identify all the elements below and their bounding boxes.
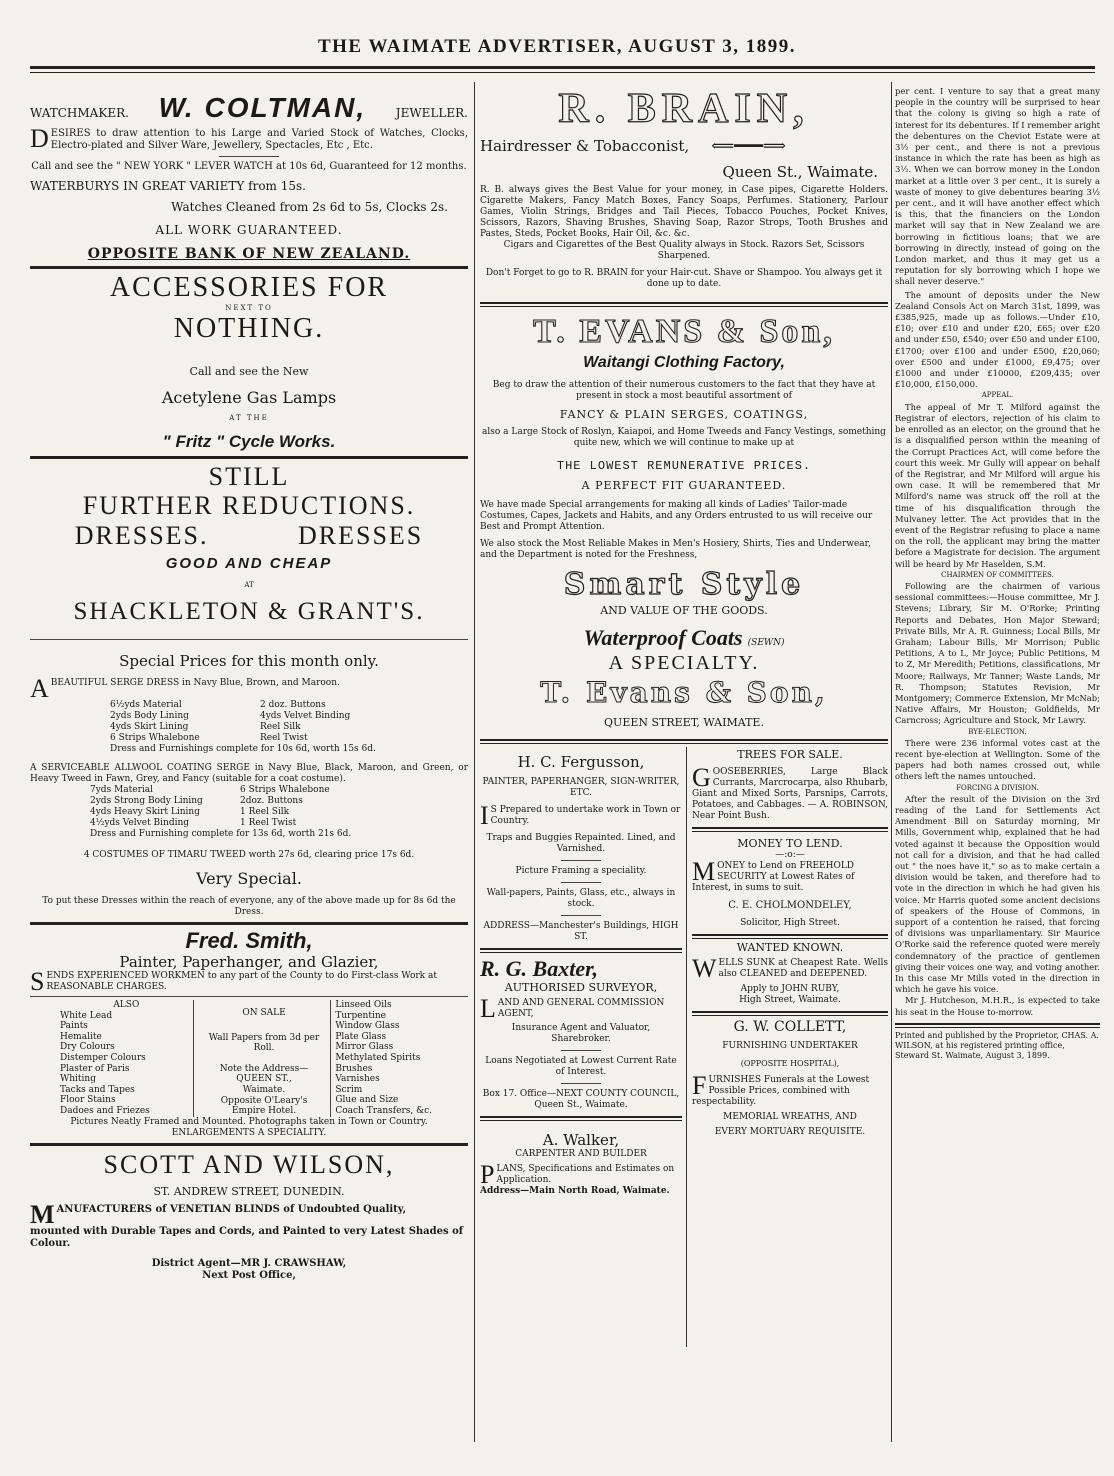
smith-item: Wall Papers from 3d per Roll. xyxy=(208,1032,320,1054)
dress1-item: Reel Twist xyxy=(260,733,308,743)
money-dropcap: M xyxy=(692,857,716,886)
smith-item: Turpentine xyxy=(335,1010,386,1021)
smith-item: Tacks and Tapes xyxy=(60,1084,135,1095)
divider xyxy=(561,1083,601,1084)
news-paragraph: There were 236 informal votes cast at the recent bye-election at Wellington. Some of the papers had both names crossed out, while others left the names untouched. xyxy=(895,737,1100,782)
shackleton-ad xyxy=(30,463,468,918)
scott-name: SCOTT AND WILSON, xyxy=(103,1149,395,1179)
smith-ad xyxy=(30,929,468,1139)
smith-item: Hemalite xyxy=(60,1031,102,1042)
evans-factory: Waitangi Clothing Factory, xyxy=(583,354,785,371)
smith-item: Coach Transfers, &c. xyxy=(335,1105,433,1116)
masthead: THE WAIMATE ADVERTISER, AUGUST 3, 1899. xyxy=(317,36,797,57)
dress1-item: 6½yds Material xyxy=(110,700,182,710)
smith-item: Waimate. xyxy=(242,1084,286,1095)
smith-item: Mirror Glass xyxy=(335,1042,394,1053)
baxter-land: AND AND GENERAL COMMISSION AGENT, xyxy=(497,998,665,1019)
dress2-item: 6 Strips Whalebone xyxy=(240,785,330,795)
news-paragraph: per cent. I venture to say that a great many people in the country will be surprised to hear that the colony is giving so high a rate of interest for its debentures. If I remember aright the debentures on the Cheviot Estate were at 3½ per cent., and there is not a previous instance in which the rate has been as high as 3½. When we can borrow money in the London market at a little over 3 per cent., it is surely a waste of money to give debentures bearing 3½ per cent., and it will have another effect which is this, that the financiers on the London market will say that in New Zealand we are borrowing in fictitious loans; that we are borrowing in directly, instead of going on the London market, and thus it may get us a reputation for sly borrowing which I hope we shall never deserve." xyxy=(895,86,1100,287)
fergusson-dropcap: I xyxy=(480,801,489,830)
evans-street: QUEEN STREET, WAIMATE. xyxy=(604,716,764,729)
divider xyxy=(692,827,888,832)
accessories-line1: ACCESSORIES FOR xyxy=(109,272,389,303)
evans-waterproof: Waterproof Coats xyxy=(583,625,743,650)
collett-body: URNISHES Funerals at the Lowest Possible Prices, combined with respectability. xyxy=(692,1075,870,1107)
collett-dropcap: F xyxy=(692,1071,707,1100)
bottom-ads-left xyxy=(480,747,682,1197)
smith-item: ALSO xyxy=(113,1000,140,1010)
dress2-desc: A SERVICEABLE ALLWOOL COATING SERGE in Navy Blue, Black, Maroon, and Green, or Heavy Tweed in Fawn, Grey, and Fancy (suitable for a coat costume). xyxy=(30,763,468,784)
masthead-rule-thin xyxy=(30,72,1095,73)
smith-item: Opposite O'Leary's xyxy=(220,1095,308,1106)
evans-lowest: THE LOWEST REMUNERATIVE PRICES. xyxy=(556,459,812,473)
divider xyxy=(30,639,468,640)
dress2-items xyxy=(90,785,468,829)
dress1-item: 2 doz. Buttons xyxy=(260,700,326,710)
trees-title: TREES FOR SALE. xyxy=(737,748,843,761)
walker-address: Address—Main North Road, Waimate. xyxy=(480,1186,670,1196)
divider xyxy=(480,739,888,744)
dress2-item: 2yds Strong Body Lining xyxy=(90,796,203,806)
smith-item: QUEEN ST., xyxy=(236,1074,292,1085)
scott-agent: District Agent—MR J. CRAWSHAW, xyxy=(151,1257,347,1269)
dress1-item: 4yds Velvet Binding xyxy=(260,711,351,721)
news-heading: FORCING A DIVISION. xyxy=(956,783,1039,792)
dress2-item: 4½yds Velvet Binding xyxy=(90,818,190,828)
dress2-item: 1 Reel Silk xyxy=(240,807,290,817)
evans-value: AND VALUE OF THE GOODS. xyxy=(600,604,768,617)
dress1-total: Dress and Furnishings complete for 10s 6d, worth 15s 6d. xyxy=(110,744,376,754)
dress1-item: 2yds Body Lining xyxy=(110,711,189,721)
trees-ad xyxy=(692,749,888,822)
fergusson-address: ADDRESS—Manchester's Buildings, HIGH ST. xyxy=(483,921,679,942)
money-title: MONEY TO LEND. xyxy=(737,837,843,850)
smith-trade: Painter, Paperhanger, and Glazier, xyxy=(119,953,379,971)
flourish-icon: ⟸━━━⟹ xyxy=(711,136,786,155)
evans-also: also a Large Stock of Roslyn, Kaiapoi, and Home Tweeds and Fancy Vestings, something quite new, which we will continue to make up at xyxy=(482,427,886,448)
evans-special: We have made Special arrangements for making all kinds of Ladies' Tailor-made Costumes, Capes, Jackets and Habits, and any Orders entrusted to us will receive our Best and Prompt Attention. xyxy=(480,500,873,532)
smith-item: Glue and Size xyxy=(335,1095,399,1106)
fergusson-ad xyxy=(480,753,682,943)
evans-fancy: FANCY & PLAIN SERGES, COATINGS, xyxy=(559,408,809,421)
column-divider-1 xyxy=(474,82,475,1442)
divider xyxy=(30,456,468,459)
scott-ad xyxy=(30,1150,468,1282)
dress1-item: 4yds Skirt Lining xyxy=(110,722,189,732)
news-heading: APPEAL. xyxy=(981,391,1014,400)
dress1-desc: BEAUTIFUL SERGE DRESS in Navy Blue, Brown, and Maroon. xyxy=(50,678,340,688)
divider xyxy=(480,948,682,953)
shackleton-name: SHACKLETON & GRANT'S. xyxy=(73,598,425,625)
wanted-dropcap: W xyxy=(692,954,717,983)
shackleton-dresses-2: DRESSES xyxy=(297,521,424,550)
smith-sends: ENDS EXPERIENCED WORKMEN to any part of the County to do First-class Work at REASONABLE CHARGES. xyxy=(46,971,437,992)
shackleton-costumes: 4 COSTUMES OF TIMARU TWEED worth 27s 6d, clearing price 17s 6d. xyxy=(83,850,415,860)
brain-forget: Don't Forget to go to R. BRAIN for your Hair-cut. Shave or Shampoo. You always get it done up to date. xyxy=(485,268,883,289)
trees-dropcap: G xyxy=(692,763,711,792)
accessories-at-the: AT THE xyxy=(229,414,269,422)
divider xyxy=(30,1143,468,1146)
dress2-item: 2doz. Buttons xyxy=(240,796,303,806)
baxter-ins: Insurance Agent and Valuator, xyxy=(511,1023,651,1033)
smith-dropcap: S xyxy=(30,967,45,996)
coltman-ad xyxy=(30,92,468,262)
divider xyxy=(692,1011,888,1016)
news-paragraph: The appeal of Mr T. Milford against the Registrar of electors, rejection of his claim to be enrolled as an elector, on the ground that he is a disqualified person within the meaning of the Corrupt Practices Act, will come before the court this week. Mr Gully will appear on behalf of the Registrar, and Mr Milford will argue his own case. It will be remembered that Mr Milford's name was struck off the roll at the time of his disqualification through the Mulvaney letter. The Act provides that in the event of the Registrar refusing to place a name on the roll, the applicant may bring the matter before a Magistrate for decision. The argument will be heard by Mr Haselden, S.M. xyxy=(895,401,1100,569)
column-3 xyxy=(895,86,1100,1426)
news-paragraph: Following are the chairmen of various sessional committees:—House committee, Mr J. Stevens; Library, Sir M. O'Rorke; Printing Reports and Debates, Hon Major Steward; Private Bills, Mr A. R. Guinness; Local Bills, Mr Graham; Labour Bills, Mr Morrison; Public Petitions, A to L, Mr Joyce; Public Petitions, M to Z, Mr Meredith; Petitions, classifications, Mr Moore; Railways, Mr Tanner; Waste Lands, Mr R. Thompson; Statutes Revision, Mr Montgomery; Commerce Extension, Mr McNab; Native Affairs, Mr Houston; Goldfields, Mr Carncross; Agriculture and Stock, Mr Lawry. xyxy=(895,580,1100,726)
collett-ad xyxy=(692,1019,888,1138)
collett-memorial: MEMORIAL WREATHS, AND xyxy=(723,1112,857,1122)
news-paragraph: After the result of the Division on the 3rd reading of the Land for Settlements Act Amendment Bill on Saturday morning, Mr Mills, Government whip, explained that he had voted against it because the Opposition would not call for a division, and that he had called out " the noes have it," so as to make certain a division would be taken, and therefore had to vote in the direction in which he had given his voice. Mr Harris quoted some ancient decisions of speakers of the House of Commons, in support of a contention he raised, that forcing of divisions was unparliamentary. Sir Maurice O'Rorke said the reference quoted were merely condemnatory of the practice of gentlemen giving their voices one way, and voting another. In this case Mr Mills voted in the direction in which he gave his voice. xyxy=(895,793,1100,995)
coltman-waterburys: WATERBURYS IN GREAT VARIETY from 15s. xyxy=(30,179,306,193)
divider xyxy=(219,156,279,157)
smith-item: Floor Stains xyxy=(60,1095,116,1106)
divider xyxy=(561,882,601,883)
brain-street: Queen St., Waimate. xyxy=(722,163,878,181)
wanted-ad xyxy=(692,942,888,1006)
baxter-title: AUTHORISED SURVEYOR, xyxy=(504,981,658,994)
fergusson-traps: Traps and Buggies Repainted. Lined, and Varnished. xyxy=(486,833,676,854)
coltman-call: Call and see the " NEW YORK " LEVER WATCH at 10s 6d, Guaranteed for 12 months. xyxy=(31,161,467,172)
column-1 xyxy=(30,86,468,1426)
smith-item: Linseed Oils xyxy=(335,1000,392,1010)
smith-enlarge: ENLARGEMENTS A SPECIALITY. xyxy=(171,1127,327,1138)
shackleton-good: GOOD AND CHEAP xyxy=(165,555,333,572)
smith-item: Methylated Spirits xyxy=(335,1052,421,1063)
money-sep: —:o:— xyxy=(775,850,805,860)
dress2-item: 4yds Heavy Skirt Lining xyxy=(90,807,200,817)
accessories-ad xyxy=(30,273,468,452)
smith-goods xyxy=(30,1000,468,1117)
news-paragraph: Mr J. Hutcheson, M.H.R., is expected to take his seat in the House to-morrow. xyxy=(895,995,1100,1017)
brain-trade: Hairdresser & Tobacconist, xyxy=(480,136,690,155)
bottom-ads xyxy=(480,747,888,1347)
baxter-loans: Loans Negotiated at Lowest Current Rate of Interest. xyxy=(485,1056,677,1077)
divider xyxy=(895,1023,1100,1028)
dress1-items xyxy=(110,700,468,744)
brain-ad xyxy=(480,86,888,290)
wanted-title: WANTED KNOWN. xyxy=(736,941,844,954)
smith-item: Plate Glass xyxy=(335,1031,387,1042)
wanted-apply: Apply to JOHN RUBY, xyxy=(740,984,840,994)
coltman-name: W. COLTMAN, xyxy=(158,92,367,123)
news-paragraph: The amount of deposits under the New Zealand Consols Act on March 31st, 1899, was £385,925, made up as follows.—Under £10, £10; over £10 and under £20, £65; over £20 and under £50, £540; over £50 and under £100, £1700; over £100 and under £500, £20,060; over £500 and under £1000, £9,475; over £1000 and under £10000, £209,435; over £10,000, £150,000. xyxy=(895,289,1100,390)
baxter-name: R. G. Baxter, xyxy=(480,956,598,981)
divider xyxy=(30,266,468,269)
brain-cigars: Cigars and Cigarettes of the Best Quality always in Stock. Razors Set, Scissors Sharpened. xyxy=(503,240,865,261)
column-divider-2 xyxy=(891,82,892,1442)
walker-dropcap: P xyxy=(480,1160,495,1189)
accessories-fritz: " Fritz " Cycle Works. xyxy=(162,432,336,451)
divider xyxy=(30,996,468,997)
coltman-dropcap: D xyxy=(30,124,49,153)
divider xyxy=(480,1116,682,1121)
evans-name-2: T. Evans & Son, xyxy=(540,676,828,709)
evans-name: T. EVANS & Son, xyxy=(533,313,835,350)
brain-name: R. BRAIN, xyxy=(558,86,810,132)
walker-plans: LANS, Specifications and Estimates on Application. xyxy=(496,1164,675,1185)
masthead-rule xyxy=(30,66,1095,69)
news-heading: CHAIRMEN OF COMMITTEES. xyxy=(941,570,1054,579)
money-body: ONEY to Lend on FREEHOLD SECURITY at Lowest Rates of Interest, in sums to suit. xyxy=(692,861,855,893)
trees-body: OOSEBERRIES, Large Black Currants, Marcrocarpa, also Rhubarb, Giant and Mixed Sorts, Parsnips, Carrots, Potatoes, and Cabbages. — A. ROBINSON, Near Point Bush. xyxy=(692,767,888,821)
brain-body: R. B. always gives the Best Value for your money, in Case pipes, Cigarette Holders. Cigarette Makers, Fancy Match Boxes, Fancy Soaps, Perfumes. Stationery, Parlour Games, Violin Strings, Bridges and Tail Pieces, Tobacco Pouches, Pocket Knives, Scissors, Razors, Shaving Brushes, Shaving Soap, Razor Strops, Tooth Brushes and Pastes, Steds, Pocket Books, Hair Oil, &c. &c. xyxy=(480,185,888,239)
money-ad xyxy=(692,838,888,929)
fergusson-trade: PAINTER, PAPERHANGER, SIGN-WRITER, ETC. xyxy=(482,777,680,798)
evans-fit: A PERFECT FIT GUARANTEED. xyxy=(581,479,787,492)
baxter-box: Box 17. Office—NEXT COUNTY COUNCIL, Queen St., Waimate. xyxy=(482,1089,680,1110)
smith-item: Distemper Colours xyxy=(60,1052,146,1063)
dress1-dropcap: A xyxy=(30,674,49,703)
dress2-item: 1 Reel Twist xyxy=(240,818,297,828)
coltman-right-label: JEWELLER. xyxy=(395,106,468,120)
evans-specialty: A SPECIALTY. xyxy=(608,652,760,674)
divider xyxy=(692,934,888,939)
news-heading: BYE-ELECTION. xyxy=(968,727,1027,736)
shackleton-special: Special Prices for this month only. xyxy=(119,652,379,670)
accessories-next-to: NEXT TO xyxy=(225,304,273,312)
smith-item: Plaster of Paris xyxy=(60,1063,130,1074)
shackleton-dresses-1: DRESSES. xyxy=(74,521,209,550)
divider xyxy=(30,922,468,925)
shackleton-still: STILL xyxy=(208,462,290,491)
smith-item: Brushes xyxy=(335,1063,373,1074)
scott-mounted: mounted with Durable Tapes and Cords, and Painted to very Latest Shades of Colour. xyxy=(30,1225,464,1249)
smith-item: ON SALE xyxy=(242,1008,286,1018)
smith-item: Varnishes xyxy=(335,1074,380,1085)
imprint: Printed and published by the Proprietor, CHAS. A. WILSON, at his registered printing office, Steward St. Waimate, August 3, 1899. xyxy=(895,1030,1099,1060)
evans-sewn: (SEWN) xyxy=(747,638,785,648)
divider xyxy=(480,302,888,307)
accessories-call: Call and see the New xyxy=(189,365,309,378)
smith-name: Fred. Smith, xyxy=(185,928,313,953)
divider xyxy=(561,915,601,916)
shackleton-further: FURTHER REDUCTIONS. xyxy=(82,491,416,520)
subcolumn-divider xyxy=(686,747,687,1347)
smith-item: Dadoes and Friezes xyxy=(60,1105,150,1116)
evans-beg: Beg to draw the attention of their numerous customers to the fact that they have at present in stock a most beautiful assortment of xyxy=(492,380,876,401)
smith-item: Scrim xyxy=(335,1084,363,1095)
collett-trade: FURNISHING UNDERTAKER xyxy=(722,1041,858,1051)
dress1-item: 6 Strips Whalebone xyxy=(110,733,200,743)
coltman-left-label: WATCHMAKER. xyxy=(30,106,129,120)
smith-item: Empire Hotel. xyxy=(231,1106,297,1117)
shackleton-very: Very Special. xyxy=(196,869,302,888)
smith-item: Window Glass xyxy=(335,1021,400,1032)
money-sol: Solicitor, High Street. xyxy=(740,918,840,928)
smith-item: Note the Address— xyxy=(219,1063,309,1074)
smith-item: Paints xyxy=(60,1021,88,1032)
wanted-body: ELLS SUNK at Cheapest Rate. Wells also CLEANED and DEEPENED. xyxy=(718,958,888,979)
fergusson-is: S Prepared to undertake work in Town or Country. xyxy=(490,805,681,826)
baxter-ad xyxy=(480,956,682,1111)
baxter-dropcap: L xyxy=(480,994,496,1023)
evans-smart: Smart Style xyxy=(563,567,805,602)
money-name: C. E. CHOLMONDELEY, xyxy=(728,900,852,911)
scott-address: ST. ANDREW STREET, DUNEDIN. xyxy=(153,1184,345,1198)
smith-item: Whiting xyxy=(60,1074,96,1085)
divider xyxy=(561,1050,601,1051)
scott-manufacturers: ANUFACTURERS of VENETIAN BLINDS of Undoubted Quality, xyxy=(56,1203,407,1215)
smith-pictures: Pictures Neatly Framed and Mounted. Photographs taken in Town or Country. xyxy=(70,1116,428,1127)
evans-stock: We also stock the Most Reliable Makes in Men's Hosiery, Shirts, Ties and Underwear, and the Department is noted for the Freshness, xyxy=(480,539,871,560)
shackleton-at: AT xyxy=(244,581,254,589)
coltman-guaranteed: ALL WORK GUARANTEED. xyxy=(155,223,343,237)
dress2-item: 7yds Material xyxy=(90,785,153,795)
walker-trade: CARPENTER AND BUILDER xyxy=(515,1149,647,1159)
column-2 xyxy=(480,86,888,1446)
collett-opp: (OPPOSITE HOSPITAL), xyxy=(740,1059,840,1068)
smith-item: Dry Colours xyxy=(60,1042,115,1053)
baxter-share: Sharebroker. xyxy=(551,1034,611,1044)
divider xyxy=(561,860,601,861)
wanted-street: High Street, Waimate. xyxy=(739,995,841,1005)
scott-dropcap: M xyxy=(30,1199,55,1229)
coltman-opposite: OPPOSITE BANK OF NEW ZEALAND. xyxy=(87,246,411,262)
smith-item: White Lead xyxy=(60,1010,113,1021)
scott-post: Next Post Office, xyxy=(202,1269,296,1281)
bottom-ads-right xyxy=(692,747,888,1138)
walker-ad xyxy=(480,1131,682,1197)
accessories-line2: NOTHING. xyxy=(173,313,325,344)
coltman-cleaned: Watches Cleaned from 2s 6d to 5s, Clocks 2s. xyxy=(171,200,448,214)
coltman-desires: ESIRES to draw attention to his Large and Varied Stock of Watches, Clocks, Electro-plated and Silver Ware, Jewellery, Spectacles, Etc , Etc. xyxy=(50,128,468,151)
evans-ad xyxy=(480,310,888,729)
dress1-item: Reel Silk xyxy=(260,722,301,732)
collett-every: EVERY MORTUARY REQUISITE. xyxy=(714,1127,866,1137)
fergusson-name: H. C. Fergusson, xyxy=(517,753,645,771)
walker-name: A. Walker, xyxy=(542,1131,620,1149)
shackleton-put: To put these Dresses within the reach of everyone, any of the above made up for 8s 6d the Dress. xyxy=(42,896,456,917)
collett-name: G. W. COLLETT, xyxy=(733,1019,847,1035)
fergusson-wall: Wall-papers, Paints, Glass, etc., always in stock. xyxy=(486,888,676,909)
dress2-total: Dress and Furnishing complete for 13s 6d, worth 21s 6d. xyxy=(90,829,352,839)
accessories-lamps: Acetylene Gas Lamps xyxy=(161,388,337,407)
fergusson-picture: Picture Framing a speciality. xyxy=(515,866,647,876)
